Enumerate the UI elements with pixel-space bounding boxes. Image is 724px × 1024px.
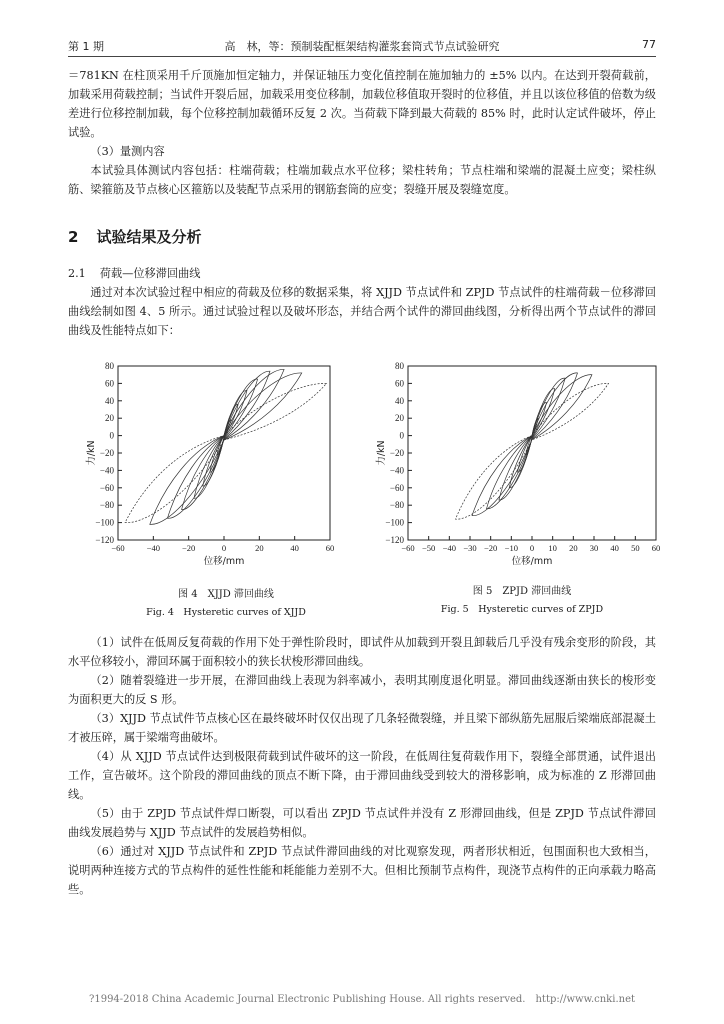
- hysteresis-loop: [182, 371, 270, 509]
- y-axis-label: 力/kN: [86, 440, 97, 466]
- y-tick-label: −120: [385, 535, 404, 545]
- subsection-number: 2.1: [68, 267, 86, 280]
- caption-zh: 图 5 ZPJD 滞回曲线: [472, 586, 572, 597]
- y-tick-label: −60: [389, 482, 404, 493]
- x-tick-label: −20: [182, 543, 196, 553]
- y-tick-label: 20: [395, 413, 404, 424]
- figure-4: [82, 358, 350, 572]
- x-tick-label: −60: [111, 543, 125, 553]
- x-tick-label: −20: [484, 543, 498, 553]
- issue-number: 第 1 期: [68, 40, 104, 53]
- x-tick-label: −40: [146, 543, 160, 553]
- x-tick-label: −10: [504, 543, 518, 553]
- x-tick-label: −50: [422, 543, 436, 553]
- y-tick-label: 60: [105, 378, 114, 389]
- y-tick-label: −40: [389, 465, 404, 476]
- y-tick-label: 60: [395, 378, 404, 389]
- subheading-measure: （3）量测内容: [90, 145, 165, 158]
- page-number: 77: [642, 38, 656, 51]
- figure-5: [372, 358, 664, 572]
- x-tick-label: 0: [221, 543, 227, 553]
- y-tick-label: −60: [99, 482, 114, 493]
- analysis-block: [68, 633, 656, 899]
- y-tick-label: 80: [105, 361, 114, 371]
- hysteresis-loop: [167, 369, 284, 518]
- y-tick-label: −40: [99, 465, 114, 476]
- plot-frame: [408, 366, 656, 540]
- x-tick-label: 0: [529, 543, 535, 553]
- y-axis-label: 力/kN: [376, 440, 387, 466]
- analysis-item: （1）试件在低周反复荷载的作用下处于弹性阶段时，即试件从加载到开裂且卸载后几乎没有残余变形的阶段，其水平位移较小，滞回环属于面积较小的狭长状梭形滞回曲线。: [68, 636, 656, 668]
- analysis-item: （2）随着裂缝进一步开展，在滞回曲线上表现为斜率减小，表明其刚度退化明显。滞回曲线逐渐由狭长的梭形变为面积更大的反 S 形。: [68, 674, 656, 706]
- copyright-footer: ?1994-2018 China Academic Journal Electronic Publishing House. All rights reserved. http://www.cnki.net: [88, 994, 635, 1005]
- hysteresis-chart-xjjd: [82, 358, 350, 572]
- running-header: [68, 34, 656, 57]
- x-tick-label: 60: [651, 543, 661, 553]
- analysis-item: （4）从 XJJD 节点试件达到极限荷载到试件破坏的这一阶段，在低周往复荷载作用下，裂缝全部贯通，试件退出工作，宣告破坏。这个阶段的滞回曲线的顶点不断下降，由于滞回曲线受到较大的滑移影响，成为标准的 Z 形滞回曲线。: [68, 750, 656, 801]
- y-tick-label: −80: [99, 500, 114, 511]
- y-tick-label: −20: [389, 448, 404, 458]
- caption-en: Fig. 4 Hysteretic curves of XJJD: [146, 607, 306, 618]
- paragraph: 通过对本次试验过程中相应的荷载及位移的数据采集，将 XJJD 节点试件和 ZPJD 节点试件的柱端荷载－位移滞回曲线绘制如图 4、5 所示。通过试验过程以及破坏形态，并结合两个试件的滞回曲线图，分析得出两个节点试件的滞回曲线及性能特点如下：: [68, 286, 656, 337]
- analysis-item: （5）由于 ZPJD 节点试件焊口断裂，可以看出 ZPJD 节点试件并没有 Z 形滞回曲线，但是 ZPJD 节点试件滞回曲线发展趋势与 XJJD 节点试件的发展趋势相似。: [68, 807, 656, 839]
- x-tick-label: 20: [255, 543, 264, 553]
- x-axis-label: 位移/mm: [203, 556, 245, 567]
- y-tick-label: 0: [109, 430, 114, 441]
- intro-block: [68, 66, 656, 199]
- hysteresis-chart-zpjd: [372, 358, 664, 572]
- caption-en: Fig. 5 Hysteretic curves of ZPJD: [440, 604, 604, 615]
- section-title: 试验结果及分析: [96, 228, 202, 246]
- caption-zh: 图 4 XJJD 滞回曲线: [178, 589, 274, 600]
- x-tick-label: 20: [569, 543, 578, 553]
- y-tick-label: 20: [105, 413, 114, 424]
- section-body: [68, 283, 656, 340]
- hysteresis-loop: [125, 383, 326, 522]
- x-tick-label: 40: [610, 543, 619, 553]
- y-tick-label: 0: [399, 430, 404, 441]
- y-tick-label: −100: [385, 517, 404, 528]
- section-number: 2: [68, 228, 79, 246]
- plot-frame: [118, 366, 330, 540]
- section-heading: [68, 226, 201, 247]
- y-tick-label: −20: [99, 448, 114, 458]
- x-tick-label: −40: [442, 543, 456, 553]
- x-tick-label: 50: [631, 543, 640, 553]
- subsection-title: 荷载—位移滞回曲线: [99, 267, 201, 280]
- figure-4-caption: [96, 585, 356, 618]
- subsection-heading: [68, 265, 201, 281]
- hysteresis-loop: [472, 375, 592, 516]
- x-tick-label: 30: [589, 543, 599, 553]
- x-tick-label: 10: [548, 543, 557, 553]
- analysis-item: （6）通过对 XJJD 节点试件和 ZPJD 节点试件滞回曲线的对比观察发现，两者形状相近，包围面积也大致相当，说明两种连接方式的节点构件的延性性能和耗能能力差别不大。但相比预制节点构件，现浇节点构件的正向承载力略高些。: [68, 845, 656, 896]
- x-tick-label: −60: [401, 543, 415, 553]
- paragraph: ＝781KN 在柱顶采用千斤顶施加恒定轴力，并保证轴压力变化值控制在施加轴力的 ±5% 以内。在达到开裂荷载前，加载采用荷载控制；当试件开裂后屈，加载采用变位移制，加载位移值取开裂时的位移值，并且以该位移值的倍数为级差进行位移控制加载，每个位移控制加载循环反复 2 次。当荷载下降到最大荷载的 85% 时，此时认定试件破坏，停止试验。: [68, 69, 656, 139]
- y-tick-label: 40: [395, 395, 404, 406]
- x-tick-label: 60: [325, 543, 335, 553]
- running-title: 高 林，等：预制装配框架结构灌浆套筒式节点试验研究: [224, 40, 500, 53]
- paragraph: 本试验具体测试内容包括：柱端荷载；柱端加载点水平位移；梁柱转角；节点柱端和梁端的混凝土应变；梁柱纵筋、梁箍筋及节点核心区箍筋以及装配节点采用的钢筋套筒的应变；裂缝开展及裂缝宽度。: [68, 164, 656, 196]
- x-axis-label: 位移/mm: [511, 556, 553, 567]
- x-tick-label: 40: [290, 543, 299, 553]
- y-tick-label: −80: [389, 500, 404, 511]
- figure-5-caption: [392, 582, 652, 615]
- y-tick-label: 40: [105, 395, 114, 406]
- y-tick-label: −100: [95, 517, 114, 528]
- x-tick-label: −30: [463, 543, 477, 553]
- analysis-item: （3）XJJD 节点试件节点核心区在最终破坏时仅仅出现了几条轻微裂缝，并且梁下部纵筋先屈服后梁端底部混凝土才被压碎，属于梁端弯曲破坏。: [68, 712, 656, 744]
- y-tick-label: −120: [95, 535, 114, 545]
- y-tick-label: 80: [395, 361, 404, 371]
- hysteresis-loop: [150, 373, 302, 524]
